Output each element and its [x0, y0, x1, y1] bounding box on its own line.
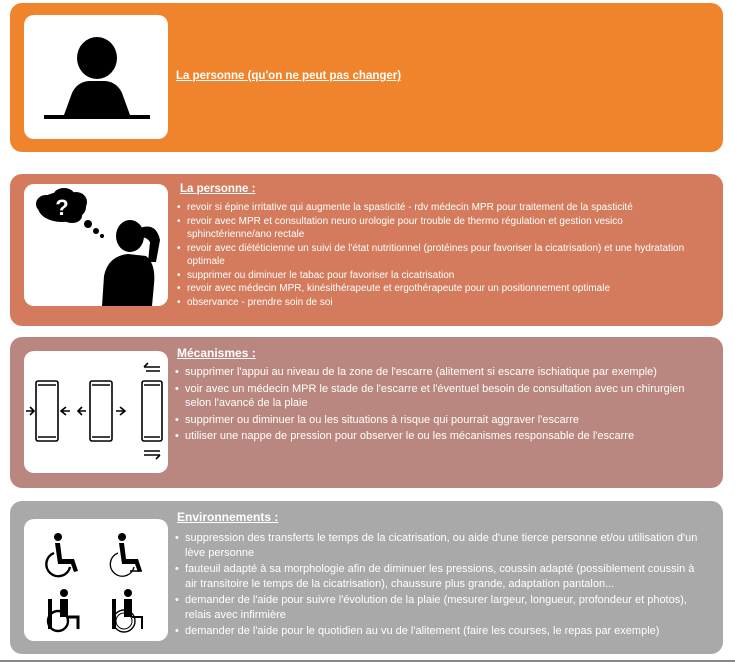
card-environments [10, 501, 723, 654]
bottom-divider [0, 660, 735, 662]
list-item: • fauteuil adapté à sa morphologie afin de diminuer les pressions, coussin adapté (possiblement coussin à air transitoire le temps de la cicatrisation), chaussure plus grande, adaptation pantalon... [175, 562, 705, 591]
action-list [175, 365, 695, 446]
card-title: La personne : [180, 183, 256, 195]
card-person [10, 174, 723, 326]
wheelchair-users-icon [24, 519, 168, 641]
action-list [177, 201, 697, 310]
card-person-unchangeable [10, 3, 723, 152]
list-item: • revoir avec diététicienne un suivi de l'état nutritionnel (protéines pour favoriser la cicatrisation) et une hydratation optimale [177, 242, 697, 268]
svg-text:?: ? [55, 195, 69, 220]
action-list [175, 531, 705, 641]
list-item: • supprimer ou diminuer la ou les situations à risque qui pourrait aggraver l'escarre [175, 413, 695, 428]
card-mechanisms [10, 337, 723, 488]
list-item: • revoir avec MPR et consultation neuro urologie pour trouble de thermo régulation et gestion vesico sphinctérienne/ano rectale [177, 215, 697, 241]
person-silhouette-icon [24, 15, 168, 139]
card-title: Environnements : [177, 510, 279, 524]
list-item: • suppression des transferts le temps de la cicatrisation, ou aide d'une tierce personne et/ou utilisation d'un lève personne [175, 531, 705, 560]
list-item: • supprimer l'appui au niveau de la zone de l'escarre (alitement si escarre ischiatique par exemple) [175, 365, 695, 380]
card-title: La personne (qu'on ne peut pas changer) [176, 70, 402, 82]
card-title: Mécanismes : [177, 346, 256, 360]
list-item: • demander de l'aide pour suivre l'évolution de la plaie (mesurer largeur, longueur, profondeur et photos), relais avec infirmière [175, 593, 705, 622]
thinking-person-question-icon [24, 184, 168, 306]
list-item: • observance - prendre soin de soi [177, 296, 697, 309]
list-item: • demander de l'aide pour le quotidien au vu de l'alitement (faire les courses, le repas par exemple) [175, 624, 705, 639]
list-item: • voir avec un médecin MPR le stade de l'escarre et l'éventuel besoin de consultation avec un chirurgien selon l'avancé de la plaie [175, 382, 695, 411]
list-item: • supprimer ou diminuer le tabac pour favoriser la cicatrisation [177, 269, 697, 282]
list-item: • revoir si épine irritative qui augmente la spasticité - rdv médecin MPR pour traitement de la spasticité [177, 201, 697, 214]
list-item: • utiliser une nappe de pression pour observer le ou les mécanismes responsable de l'escarre [175, 429, 695, 444]
list-item: • revoir avec médecin MPR, kinésithérapeute et ergothérapeute pour un positionnement optimale [177, 282, 697, 295]
pressure-shear-forces-icon [24, 351, 168, 473]
